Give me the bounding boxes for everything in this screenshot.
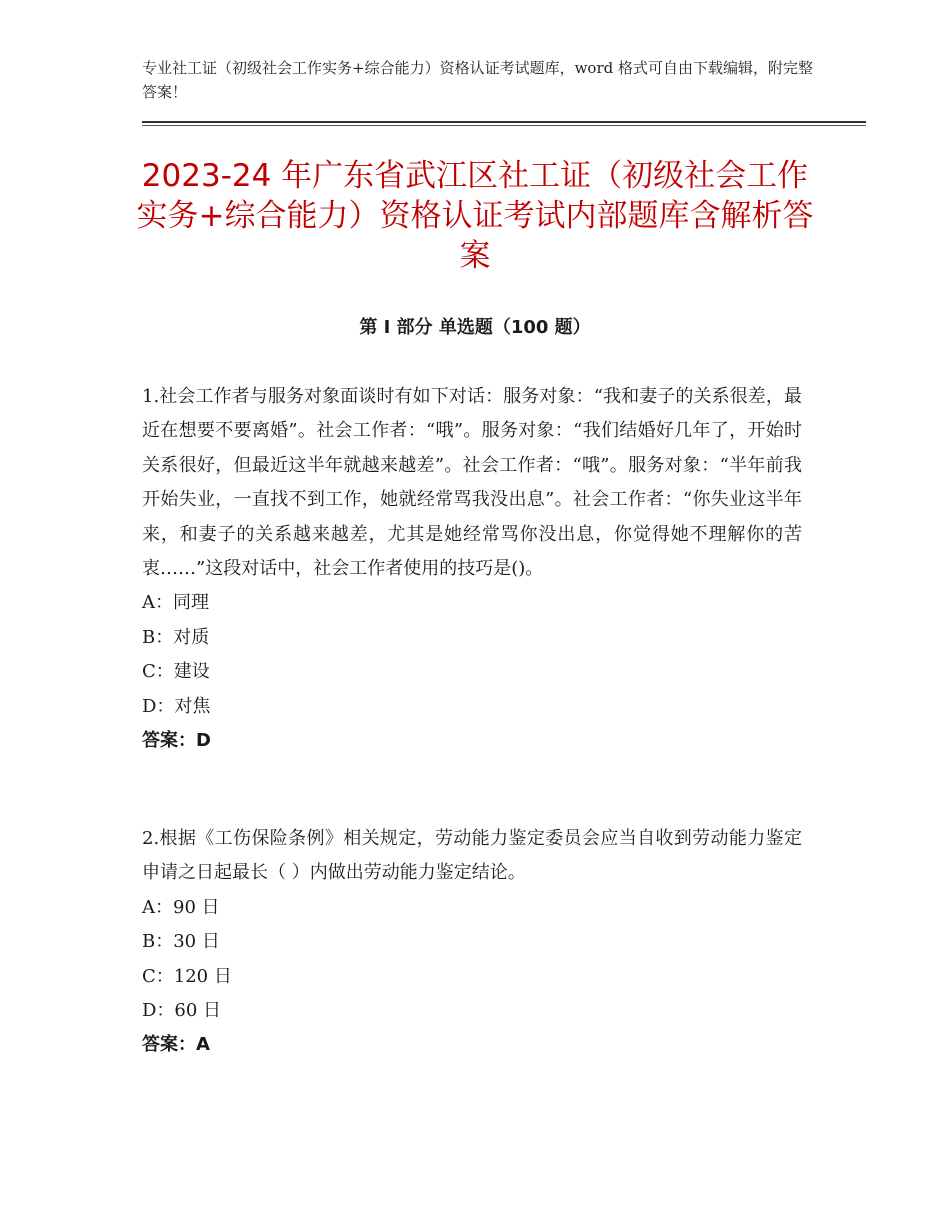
option-b: B：30 日 (142, 931, 220, 953)
question-1 (142, 380, 802, 758)
question-text: 1.社会工作者与服务对象面谈时有如下对话：服务对象：“我和妻子的关系很差，最近在想要不要离婚”。社会工作者：“哦”。服务对象：“我们结婚好几年了，开始时关系很好，但最近这半年就越来越差”。社会工作者：“哦”。服务对象：“半年前我开始失业，一直找不到工作，她就经常骂我没出息”。社会工作者：“你失业这半年来，和妻子的关系越来越差，尤其是她经常骂你没出息，你觉得她不理解你的苦衷……”这段对话中，社会工作者使用的技巧是()。 (142, 386, 802, 580)
section-heading: 第 I 部分 单选题（100 题） (359, 317, 591, 338)
option-a: A：同理 (142, 592, 209, 614)
option-c: C：120 日 (142, 965, 232, 987)
question-text: 2.根据《工伤保险条例》相关规定，劳动能力鉴定委员会应当自收到劳动能力鉴定申请之日起最长（ ）内做出劳动能力鉴定结论。 (142, 828, 802, 884)
answer-label: 答案：A (142, 1034, 210, 1056)
question-2 (142, 822, 802, 1063)
document-header-note: 专业社工证（初级社会工作实务+综合能力）资格认证考试题库，word 格式可自由下载编辑，附完整答案！ (142, 59, 813, 101)
answer-label: 答案：D (142, 730, 211, 751)
option-b: B：对质 (142, 626, 210, 648)
header-divider-thick (142, 121, 866, 123)
document-title: 2023-24 年广东省武江区社工证（初级社会工作实务+综合能力）资格认证考试内部题库含解析答案 (136, 158, 814, 274)
option-a: A：90 日 (142, 896, 220, 918)
option-d: D：60 日 (142, 999, 222, 1021)
option-d: D：对焦 (142, 695, 211, 717)
option-c: C：建设 (142, 661, 210, 683)
header-divider-thin (142, 125, 866, 126)
